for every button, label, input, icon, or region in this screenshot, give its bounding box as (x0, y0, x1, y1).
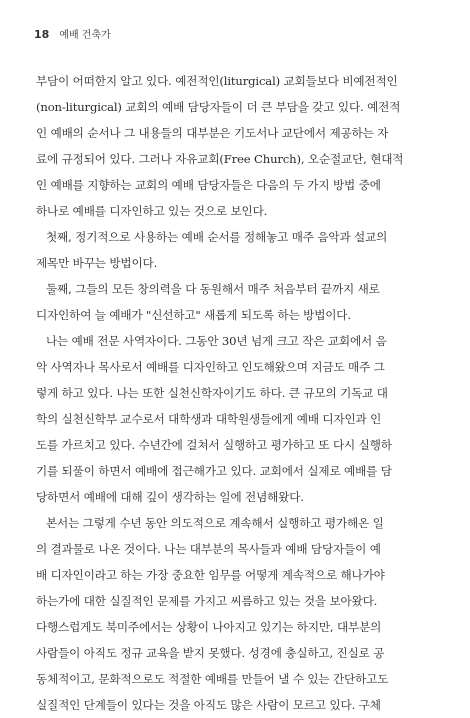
text-line: 렇게 하고 있다. 나는 또한 실천신학자이기도 하다. 큰 규모의 기독교 대 (36, 386, 388, 400)
text-line: 악 사역자나 목사로서 예배를 디자인하고 인도해왔으며 지금도 매주 그 (36, 360, 385, 374)
running-header (34, 26, 111, 41)
page-number: 18 (34, 28, 50, 41)
text-line: 나는 예배 전문 사역자이다. 그동안 30년 넘게 크고 작은 교회에서 음 (46, 334, 387, 348)
text-line: 의 결과물로 나온 것이다. 나는 대부분의 목사들과 예배 담당자들이 예 (36, 542, 381, 556)
text-line: 당하면서 예배에 대해 깊이 생각하는 일에 전념해왔다. (36, 490, 304, 504)
text-line: 도를 가르치고 있다. 수년간에 걸쳐서 실행하고 평가하고 또 다시 실행하 (36, 438, 392, 452)
text-line: 인 예배를 지향하는 교회의 예배 담당자들은 다음의 두 가지 방법 중에 (36, 178, 381, 192)
text-line: 둘째, 그들의 모든 창의력을 다 동원해서 매주 처음부터 끝까지 새로 (46, 282, 380, 296)
text-line: 료에 규정되어 있다. 그러나 자유교회(Free Church), 오순절교단, 현대적 (36, 152, 404, 166)
text-line: 배 디자인이라고 하는 가장 중요한 임무를 어떻게 계속적으로 해나가야 (36, 568, 385, 582)
text-line: 본서는 그렇게 수년 동안 의도적으로 계속해서 실행하고 평가해온 일 (46, 516, 384, 530)
text-line: 하는가에 대한 실질적인 문제를 가지고 씨름하고 있는 것을 보아왔다. (36, 594, 378, 608)
text-line: 동체적이고, 문화적으로도 적절한 예배를 만들어 낼 수 있는 간단하고도 (36, 672, 389, 686)
text-line: 기를 되풀이 하면서 예배에 접근해가고 있다. 교회에서 실제로 예배를 담 (36, 464, 392, 478)
text-line: 디자인하여 늘 예배가 "신선하고" 새롭게 되도록 하는 방법이다. (36, 308, 351, 322)
text-line: 인 예배의 순서나 그 내용들의 대부분은 기도서나 교단에서 제공하는 자 (36, 126, 389, 140)
body-text (36, 68, 444, 718)
text-line: 부담이 어떠한지 알고 있다. 예전적인(liturgical) 교회들보다 비예전적인 (36, 74, 398, 88)
text-line: 첫째, 정기적으로 사용하는 예배 순서를 정해놓고 매주 음악과 설교의 (46, 230, 388, 244)
text-line: 실질적인 단계들이 있다는 것을 아직도 많은 사람이 모르고 있다. 구체 (36, 698, 381, 712)
text-line: 학의 실천신학부 교수로서 대학생과 대학원생들에게 예배 디자인과 인 (36, 412, 382, 426)
text-line: 제목만 바꾸는 방법이다. (36, 256, 158, 270)
running-title: 예배 건축가 (59, 30, 111, 41)
text-line: 하나로 예배를 디자인하고 있는 것으로 보인다. (36, 204, 268, 218)
text-line: 다행스럽게도 북미주에서는 상황이 나아지고 있기는 하지만, 대부분의 (36, 620, 382, 634)
text-line: 사람들이 아직도 정규 교육을 받지 못했다. 성경에 충실하고, 진실로 공 (36, 646, 385, 660)
text-line: (non-liturgical) 교회의 예배 담당자들이 더 큰 부담을 갖고 있다. 예전적 (36, 100, 401, 114)
